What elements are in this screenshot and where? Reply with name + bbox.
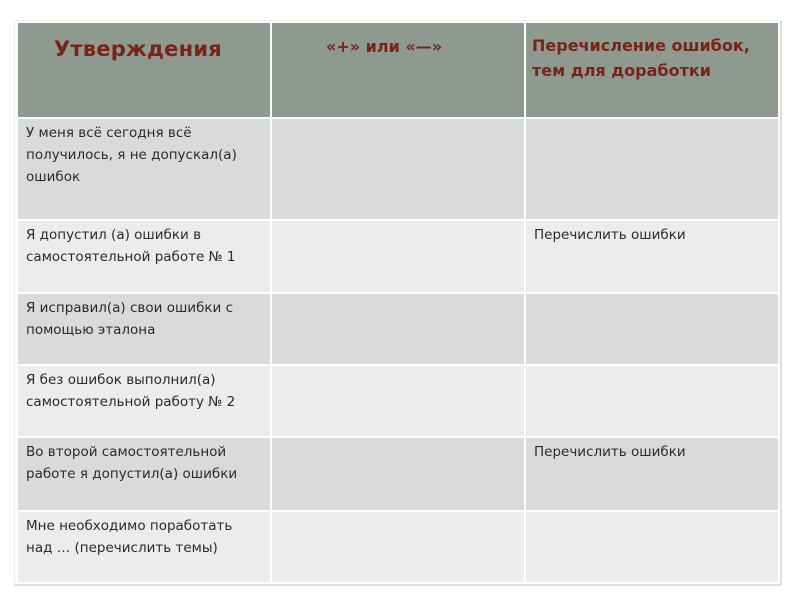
mark-cell[interactable]: [271, 118, 525, 220]
statement-cell: Мне необходимо поработать над … (перечислить темы): [17, 511, 271, 583]
header-cell-statements: [17, 22, 271, 118]
errors-cell[interactable]: Перечислить ошибки: [525, 220, 779, 293]
self-assessment-table: [16, 21, 780, 584]
statement-cell: Я без ошибок выполнил(а) самостоятельной работу № 2: [17, 365, 271, 437]
header-mark: «+» или «—»: [326, 37, 443, 56]
errors-cell[interactable]: [525, 511, 779, 583]
mark-cell[interactable]: [271, 365, 525, 437]
header-cell-errors: [525, 22, 779, 118]
statement-cell: Я допустил (а) ошибки в самостоятельной работе № 1: [17, 220, 271, 293]
statement-cell: Во второй самостоятельной работе я допустил(а) ошибки: [17, 437, 271, 511]
header-cell-mark: [271, 22, 525, 118]
errors-cell[interactable]: [525, 118, 779, 220]
errors-cell[interactable]: [525, 293, 779, 365]
statement-cell: Я исправил(а) свои ошибки с помощью эталона: [17, 293, 271, 365]
mark-cell[interactable]: [271, 511, 525, 583]
header-row: [17, 22, 779, 118]
header-errors: Перечисление ошибок, тем для доработки: [532, 36, 750, 80]
table-row: [17, 365, 779, 437]
mark-cell[interactable]: [271, 220, 525, 293]
table-row: [17, 511, 779, 583]
mark-cell[interactable]: [271, 293, 525, 365]
header-statements: Утверждения: [54, 37, 222, 61]
table-row: [17, 118, 779, 220]
errors-cell[interactable]: [525, 365, 779, 437]
table-row: [17, 293, 779, 365]
statement-cell: У меня всё сегодня всё получилось, я не допускал(а) ошибок: [17, 118, 271, 220]
errors-cell[interactable]: Перечислить ошибки: [525, 437, 779, 511]
table-row: [17, 437, 779, 511]
table-row: [17, 220, 779, 293]
mark-cell[interactable]: [271, 437, 525, 511]
